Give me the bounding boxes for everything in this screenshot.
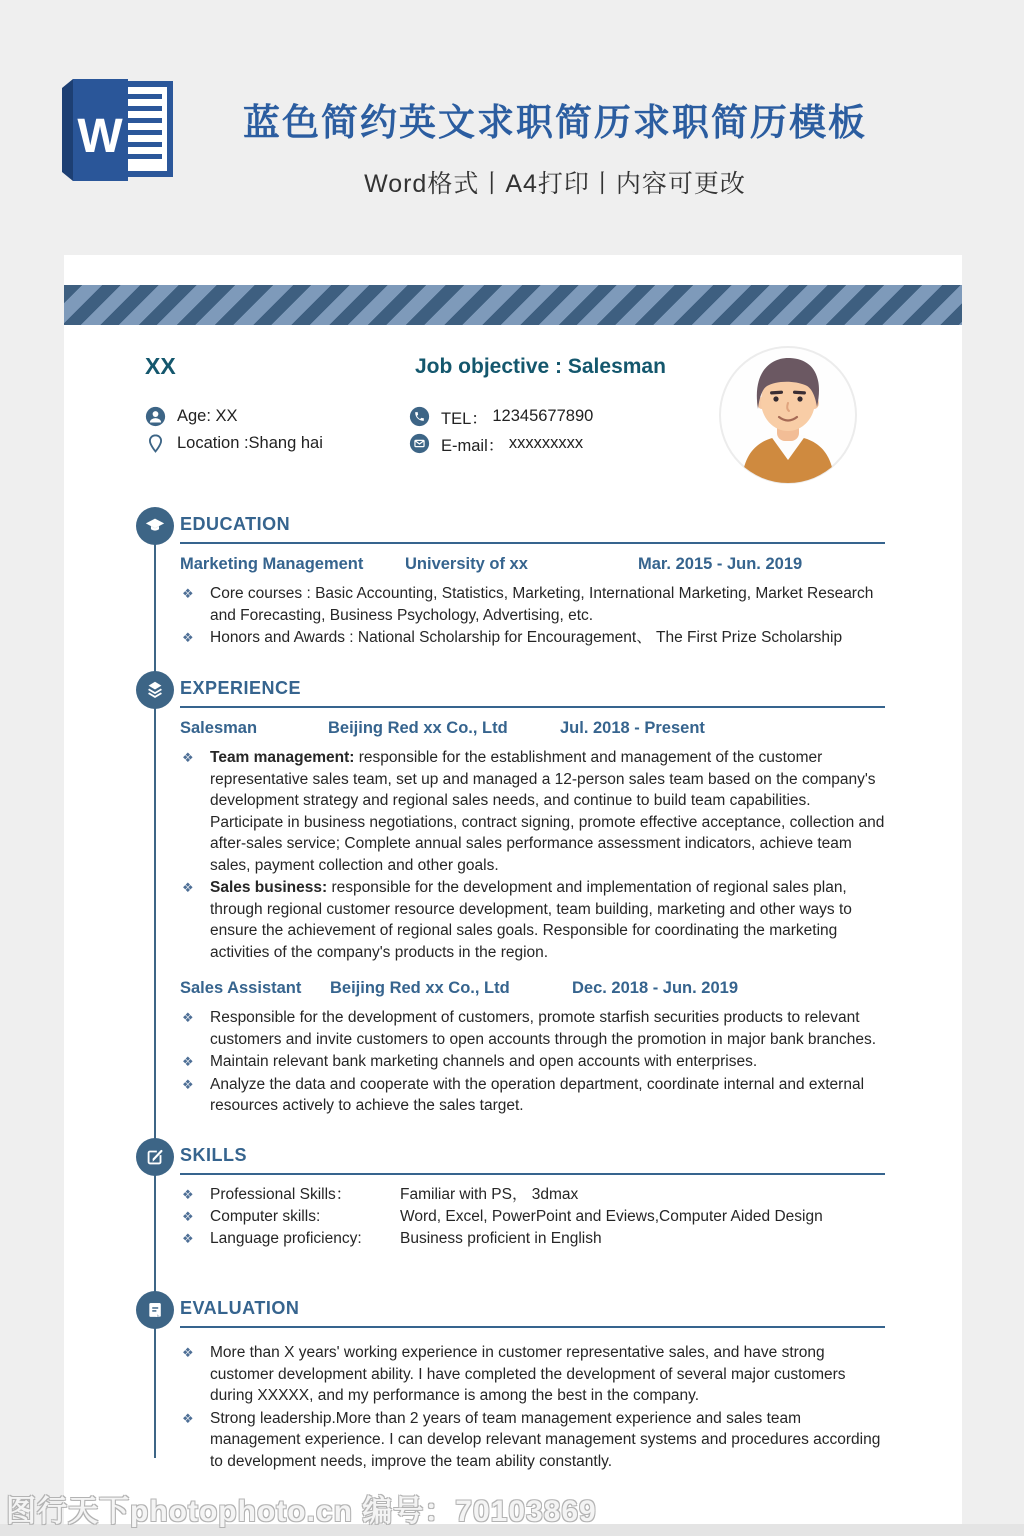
graduation-cap-icon: [136, 507, 174, 545]
entry-date: Jul. 2018 - Present: [560, 719, 705, 737]
stripe-band: [64, 285, 962, 325]
word-logo-letter: W: [77, 110, 123, 163]
email-label: E-mail：: [441, 436, 505, 455]
resume-page: [64, 255, 962, 1524]
age-text: Age: XX: [177, 407, 238, 425]
skill-value: Familiar with PS， 3dmax: [400, 1186, 579, 1203]
bullet-item: ❖ Maintain relevant bank marketing channels and open accounts with enterprises.: [180, 1051, 885, 1073]
skill-value: Word, Excel, PowerPoint and Eviews,Computer Aided Design: [400, 1208, 823, 1225]
document-icon: [136, 1291, 174, 1329]
company-text: Beijing Red xx Co., Ltd: [330, 979, 510, 997]
skill-value: Business proficient in English: [400, 1230, 602, 1247]
bullet-lead: Sales business:: [210, 879, 328, 896]
diamond-bullet-icon: ❖: [182, 586, 194, 601]
tel-value: 12345677890: [492, 407, 594, 425]
entry-date: Mar. 2015 - Jun. 2019: [638, 555, 803, 573]
section-title-evaluation: EVALUATION: [180, 1298, 300, 1318]
email-value: xxxxxxxxx: [508, 434, 584, 452]
promo-banner: [0, 0, 1024, 255]
section-title-education: EDUCATION: [180, 514, 291, 534]
contact-column-right: [409, 403, 593, 457]
candidate-name: XX: [145, 353, 176, 379]
skill-row: [180, 1206, 885, 1228]
bullet-item: ❖ Core courses : Basic Accounting, Statistics, Marketing, International Marketing, Market Research and Forecasting, Business Psychology, Advertising, etc.: [182, 585, 874, 624]
bullet-lead: Team management:: [210, 749, 355, 766]
experience-entry: [180, 719, 885, 743]
role-text: Salesman: [180, 719, 258, 737]
experience-bullets: [180, 1007, 885, 1117]
company-text: Beijing Red xx Co., Ltd: [328, 719, 508, 737]
section-divider: [180, 706, 885, 708]
mail-icon: [409, 433, 430, 454]
layers-icon: [136, 671, 174, 709]
location-text: Location :Shang hai: [177, 434, 323, 452]
skill-label: Computer skills:: [210, 1208, 321, 1225]
diamond-bullet-icon: ❖: [182, 1187, 194, 1202]
job-objective: Job objective : Salesman: [415, 355, 666, 378]
section-divider: [180, 1326, 885, 1328]
location-pin-icon: [145, 433, 166, 454]
email-row: [409, 430, 593, 457]
diamond-bullet-icon: ❖: [182, 880, 194, 895]
skill-label: Language proficiency:: [210, 1230, 362, 1247]
watermark: 图行天下photophoto.cn 编号：70103869: [6, 1495, 597, 1528]
bullet-item: ❖ Strong leadership.More than 2 years of team management experience and sales team management experience. I can develop relevant management systems and procedures according to development needs, improve the team ability constantly.: [182, 1409, 881, 1470]
degree-text: Marketing Management: [180, 555, 364, 573]
evaluation-bullets: [180, 1342, 885, 1472]
bullet-item: ❖ Analyze the data and cooperate with the operation department, coordinate internal and external resources actively to achieve the sales target.: [182, 1075, 865, 1114]
edit-pencil-icon: [136, 1138, 174, 1176]
bullet-item: ❖ More than X years' working experience in customer representative sales, and have strong customer development ability. I have completed the development of several major customers during XXXXX, and my performance is among the best in the company.: [182, 1344, 846, 1404]
banner-subtitle: Word格式丨A4打印丨内容可更改: [364, 170, 746, 198]
section-title-skills: SKILLS: [180, 1145, 248, 1165]
experience-section: [180, 678, 885, 1118]
entry-date: Dec. 2018 - Jun. 2019: [572, 979, 739, 997]
diamond-bullet-icon: ❖: [182, 750, 194, 765]
skill-row: [180, 1228, 885, 1250]
location-row: [145, 430, 323, 457]
skills-list: [180, 1184, 885, 1250]
avatar: [718, 345, 858, 485]
contact-column-left: [145, 403, 323, 457]
skill-row: [180, 1184, 885, 1206]
bullet-item: ❖ Team management: responsible for the establishment and management of the customer representative sales team, set up and managed a 12-person sales team based on the company's development strategy and regional sales needs, and continue to build team capabilities. Participate in business negotiations, contract signing, promote effective acceptance, collection and after-sales service; Complete annual sales performance assessment indicators, achieve team sales, payment collection and other goals.: [182, 749, 885, 874]
diamond-bullet-icon: ❖: [182, 1345, 194, 1360]
diamond-bullet-icon: ❖: [182, 1231, 194, 1246]
bullet-item: ❖ Responsible for the development of customers, promote starfish securities products to relevant customers and invite customers to open accounts through the promotion in major bank branches.: [182, 1009, 877, 1048]
user-icon: [145, 406, 166, 427]
skills-section: [180, 1145, 885, 1250]
section-divider: [180, 1173, 885, 1175]
education-entry: [180, 555, 885, 579]
experience-bullets: [180, 747, 885, 963]
school-text: University of xx: [405, 555, 528, 573]
diamond-bullet-icon: ❖: [182, 1209, 194, 1224]
section-title-experience: EXPERIENCE: [180, 678, 302, 698]
age-row: [145, 403, 323, 430]
evaluation-section: [180, 1298, 885, 1473]
phone-icon: [409, 406, 430, 427]
diamond-bullet-icon: ❖: [182, 630, 194, 645]
bullet-item: ❖ Sales business: responsible for the development and implementation of regional sales plan, through regional customer resource development, team building, marketing and other ways to ensure the achievement of regional sales goals. Responsible for coordinating the marketing activities of the company's products in the region.: [182, 879, 852, 961]
banner-title: 蓝色简约英文求职简历求职简历模板: [243, 102, 867, 143]
bullet-item: ❖ Honors and Awards : National Scholarship for Encouragement、 The First Prize Scholarship: [180, 627, 885, 649]
role-text: Sales Assistant: [180, 979, 302, 997]
section-divider: [180, 542, 885, 544]
skill-label: Professional Skills：: [210, 1186, 352, 1203]
education-bullets: [180, 583, 885, 649]
diamond-bullet-icon: ❖: [182, 1054, 194, 1069]
diamond-bullet-icon: ❖: [182, 1010, 194, 1025]
tel-row: [409, 403, 593, 430]
education-section: [180, 514, 885, 650]
experience-entry: [180, 979, 885, 1003]
diamond-bullet-icon: ❖: [182, 1076, 194, 1092]
diamond-bullet-icon: ❖: [182, 1410, 194, 1426]
tel-label: TEL：: [441, 409, 488, 428]
